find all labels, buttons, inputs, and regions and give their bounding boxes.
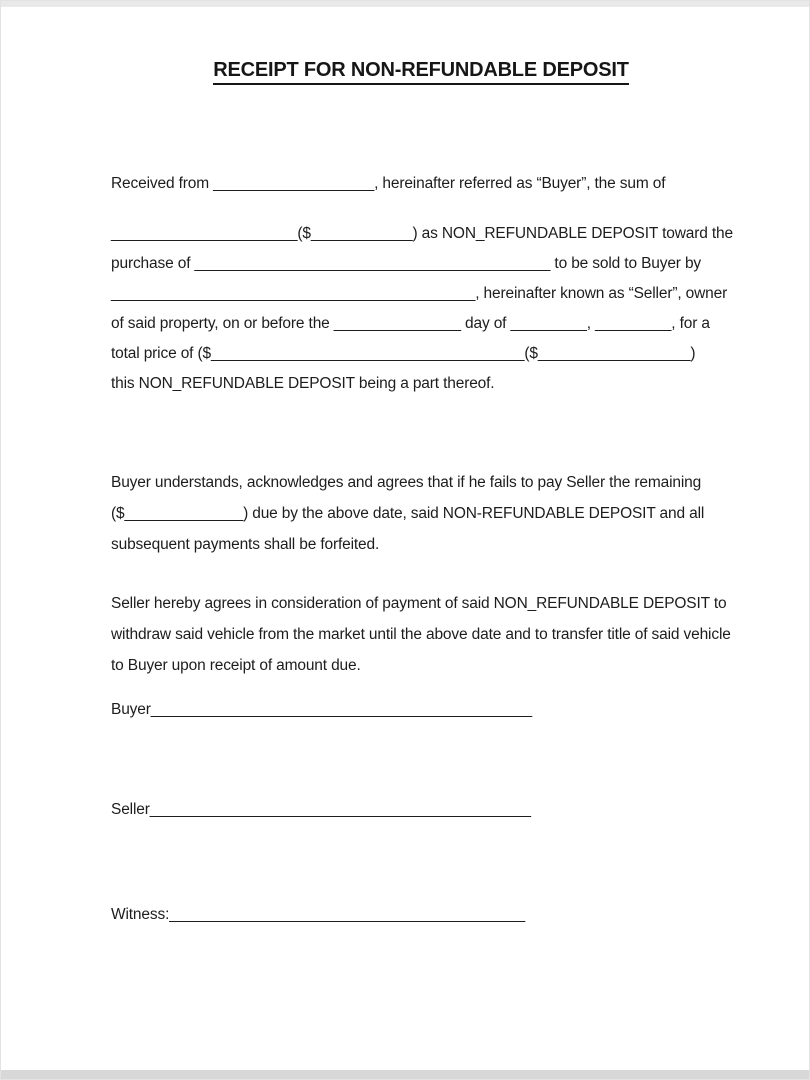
line-purchase-of: purchase of __________________________________________ to be sold to Buyer by [111,255,702,272]
scan-edge-bottom [1,1070,809,1079]
paragraph-seller-agreement [111,588,731,681]
line-total-price: total price of ($_____________________________________($__________________) [111,345,696,362]
line-forfeited: subsequent payments shall be forfeited. [111,536,380,553]
signature-line-witness: __________________________________________ [169,906,525,923]
line-remaining-amount: ($______________) due by the above date, said NON-REFUNDABLE DEPOSIT and all [111,505,705,522]
signature-row-buyer [111,695,731,725]
signature-row-witness [111,900,731,930]
signature-row-seller [111,795,731,825]
scan-edge-top [1,1,809,7]
line-date-of-sale: of said property, on or before the _______________ day of _________, _________, for a [111,315,710,332]
page-title-text: RECEIPT FOR NON-REFUNDABLE DEPOSIT [213,59,628,85]
page-title [111,59,731,85]
signature-line-seller: _____________________________________________ [149,801,531,818]
line-part-thereof: this NON_REFUNDABLE DEPOSIT being a part thereof. [111,375,495,392]
paragraph-receipt-terms [111,169,731,399]
line-receipt-of-amount: to Buyer upon receipt of amount due. [111,657,361,674]
line-seller-name: ___________________________________________, hereinafter known as “Seller”, owner [111,285,728,302]
document-content [1,59,809,1080]
signature-label-witness: Witness: [111,906,170,923]
signature-label-buyer: Buyer [111,701,151,718]
signature-line-buyer: _____________________________________________ [150,701,532,718]
line-received-from: Received from ___________________, hereinafter referred as “Buyer”, the sum of [111,175,666,192]
line-deposit-amount: ______________________($____________) as NON_REFUNDABLE DEPOSIT toward the [111,225,733,242]
line-buyer-understands: Buyer understands, acknowledges and agrees that if he fails to pay Seller the remaining [111,474,702,491]
signature-label-seller: Seller [111,801,150,818]
paragraph-buyer-agreement [111,467,731,560]
line-withdraw-vehicle: withdraw said vehicle from the market until the above date and to transfer title of said vehicle [111,626,731,643]
line-seller-agrees: Seller hereby agrees in consideration of payment of said NON_REFUNDABLE DEPOSIT to [111,595,727,612]
